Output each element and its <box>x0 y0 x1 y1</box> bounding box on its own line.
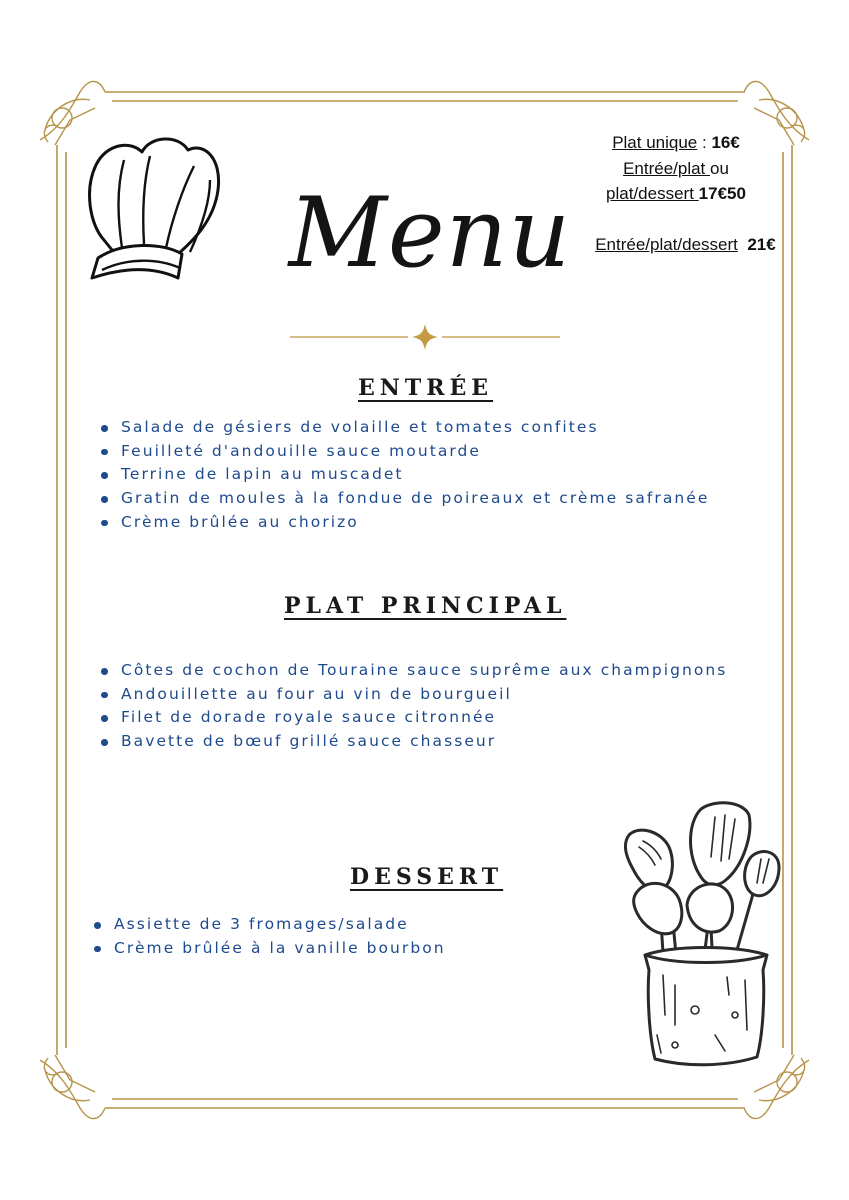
chef-hat-icon <box>82 130 227 290</box>
price-line-full-menu: Entrée/plat/dessert 21€ <box>595 235 776 254</box>
entree-list <box>101 416 709 535</box>
corner-ornament-bottom-left-icon <box>40 1055 105 1119</box>
list-item: Crème brûlée à la vanille bourbon <box>94 937 446 961</box>
diamond-star-divider-icon <box>290 322 560 352</box>
price-line-plat-unique: Plat unique : 16€ <box>612 133 740 152</box>
list-item: Andouillette au four au vin de bourgueil <box>101 683 727 707</box>
list-item: Crème brûlée au chorizo <box>101 511 709 535</box>
list-item: Gratin de moules à la fondue de poireaux et crème safranée <box>101 487 709 511</box>
plat-list <box>101 659 727 754</box>
dessert-list <box>94 913 446 960</box>
section-title-plat-principal: PLAT PRINCIPAL <box>284 593 567 619</box>
list-item: Côtes de cochon de Touraine sauce suprême aux champignons <box>101 659 727 683</box>
price-line-entree-plat: Entrée/plat ou <box>623 158 729 178</box>
menu-title: Menu <box>288 177 572 289</box>
pricing-block <box>562 130 790 283</box>
kitchen-utensils-icon <box>615 795 795 1070</box>
list-item: Filet de dorade royale sauce citronnée <box>101 706 727 730</box>
section-title-dessert: DESSERT <box>350 864 504 890</box>
list-item: Bavette de bœuf grillé sauce chasseur <box>101 730 727 754</box>
list-item: Assiette de 3 fromages/salade <box>94 913 446 937</box>
list-item: Salade de gésiers de volaille et tomates confites <box>101 416 709 440</box>
price-line-plat-dessert: plat/dessert 17€50 <box>606 184 746 203</box>
list-item: Terrine de lapin au muscadet <box>101 463 709 487</box>
list-item: Feuilleté d'andouille sauce moutarde <box>101 440 709 464</box>
section-title-entree: ENTRÉE <box>358 375 494 401</box>
